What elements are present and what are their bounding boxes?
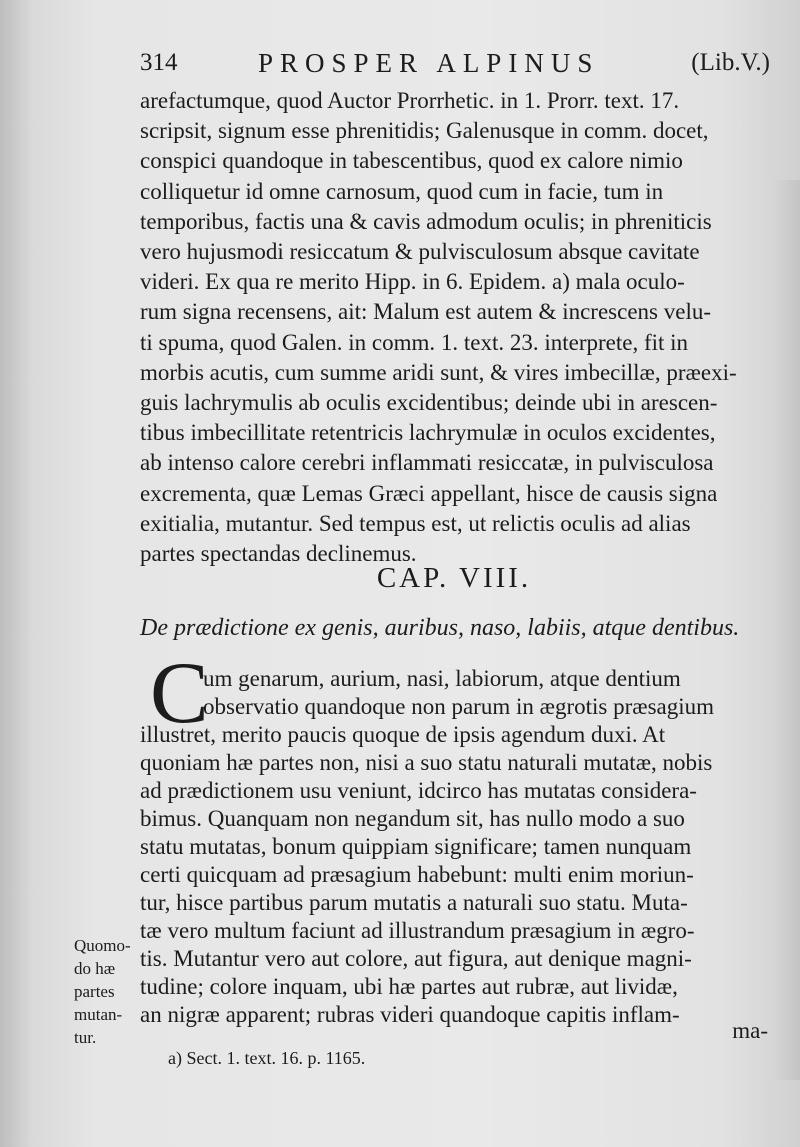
body-line: vero hujusmodi resiccatum & pulvisculosum absque cavitate xyxy=(140,239,700,264)
page-number: 314 xyxy=(140,49,178,76)
margin-note-line: Quomo- xyxy=(74,936,131,955)
body-line: exitialia, mutantur. Sed tempus est, ut relictis oculis ad alias xyxy=(140,510,691,536)
margin-note xyxy=(74,934,154,1049)
body-line: colliquetur id omne carnosum, quod cum in facie, tum in xyxy=(140,178,664,204)
margin-note-line: tur. xyxy=(74,1028,97,1047)
chapter-line: quoniam hæ partes non, nisi a suo statu naturali mutatæ, nobis xyxy=(140,750,713,775)
chapter-line: statu mutatas, bonum quippiam significare; tamen nunquam xyxy=(140,834,692,859)
chapter-line: observatio quandoque non parum in ægrotis præsagium xyxy=(203,694,715,719)
body-line: guis lachrymulis ab oculis excidentibus; deinde ubi in arescen- xyxy=(140,390,718,415)
body-line: morbis acutis, cum summe aridi sunt, & vires imbecillæ, præexi- xyxy=(140,359,737,385)
page-shadow xyxy=(772,180,800,1080)
running-title: PROSPER ALPINUS xyxy=(258,48,600,78)
body-line: tibus imbecillitate retentricis lachrymulæ in oculos excidentes, xyxy=(140,420,716,446)
book-reference: (Lib.V.) xyxy=(691,49,770,76)
chapter-line: um genarum, aurium, nasi, labiorum, atque dentium xyxy=(203,666,681,691)
margin-note-line: partes xyxy=(74,982,115,1001)
chapter-subtitle: De prædictione ex genis, auribus, naso, labiis, atque dentibus. xyxy=(140,615,740,641)
chapter-line: tis. Mutantur vero aut colore, aut figura, aut denique magni- xyxy=(140,946,692,971)
body-line: rum signa recensens, ait: Malum est autem & increscens velu- xyxy=(140,299,711,325)
body-line: partes spectandas declinemus. xyxy=(140,541,417,566)
chapter-title: CAP. VIII. xyxy=(376,562,532,594)
page-header xyxy=(140,46,780,80)
chapter-line: tæ vero multum faciunt ad illustrandum præsagium in ægro- xyxy=(140,918,695,943)
body-line: scripsit, signum esse phrenitidis; Galenusque in comm. docet, xyxy=(140,118,709,144)
body-line: excrementa, quæ Lemas Græci appellant, hisce de causis signa xyxy=(140,480,718,506)
body-line: ab intenso calore cerebri inflammati resiccatæ, in pulvisculosa xyxy=(140,450,714,476)
chapter-line: illustret, merito paucis quoque de ipsis agendum duxi. At xyxy=(140,722,666,747)
chapter-line: an nigræ apparent; rubras videri quandoque capitis inflam- xyxy=(140,1002,680,1027)
chapter-line: ma- xyxy=(732,1018,768,1043)
chapter-line: tur, hisce partibus parum mutatis a naturali suo statu. Muta- xyxy=(140,890,688,915)
body-line: ti spuma, quod Galen. in comm. 1. text. 23. interprete, fit in xyxy=(140,329,689,355)
chapter-line: tudine; colore inquam, ubi hæ partes aut rubræ, aut lividæ, xyxy=(140,974,678,999)
body-line: videri. Ex qua re merito Hipp. in 6. Epidem. a) mala oculo- xyxy=(140,269,685,295)
chapter-line: certi quicquam ad præsagium habebunt: multi enim moriun- xyxy=(140,862,694,887)
body-line: temporibus, factis una & cavis admodum oculis; in phreniticis xyxy=(140,208,712,234)
body-line: conspici quandoque in tabescentibus, quod ex calore nimio xyxy=(140,148,683,174)
chapter-line: ad prædictionem usu veniunt, idcirco has mutatas considera- xyxy=(140,778,697,803)
margin-note-line: do hæ xyxy=(74,959,116,978)
chapter-line: bimus. Quanquam non negandum sit, has nullo modo a suo xyxy=(140,806,685,831)
body-line: arefactumque, quod Auctor Prorrhetic. in 1. Prorr. text. 17. xyxy=(140,88,680,113)
margin-note-line: mutan- xyxy=(74,1005,123,1024)
drop-cap: C xyxy=(150,645,209,742)
footnote: a) Sect. 1. text. 16. p. 1165. xyxy=(168,1048,366,1068)
